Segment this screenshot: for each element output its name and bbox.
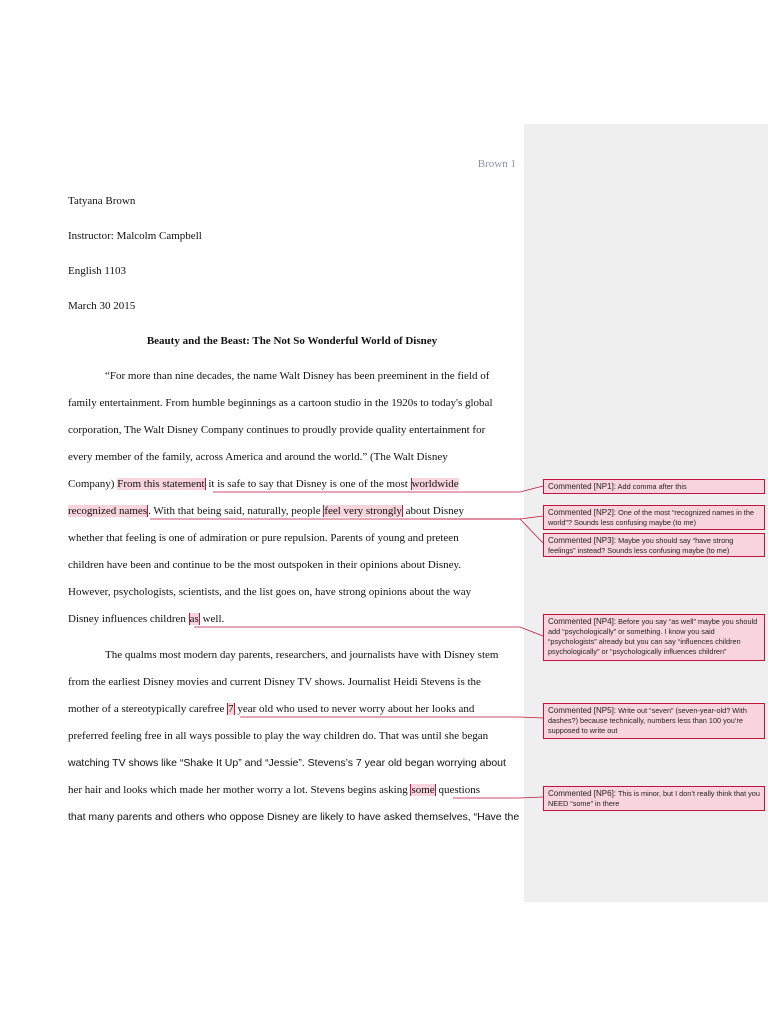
body-text: questions (435, 784, 480, 796)
comment-balloon-np6[interactable] (543, 786, 765, 811)
comment-label: Commented [NP3]: (548, 536, 617, 545)
comment-text: Write out “seven” (seven-year-old? With dashes?) because technically, numbers less than 100 you’re supposed to write out (548, 706, 747, 735)
page-header: Brown 1 (477, 158, 516, 170)
comment-balloon-np1[interactable] (543, 479, 765, 494)
body-line: every member of the family, across America and around the world.” (The Walt Disney (68, 451, 448, 463)
body-line: watching TV shows like “Shake It Up” and “Jessie”. Stevens’s 7 year old began worrying about (68, 757, 506, 769)
comment-highlight-np3[interactable]: feel very strongly (324, 505, 402, 517)
body-text: mother of a stereotypically carefree (68, 703, 228, 715)
connector-np5 (240, 717, 543, 718)
comment-label: Commented [NP5]: (548, 706, 617, 715)
body-line: that many parents and others who oppose Disney are likely to have asked themselves, “Have the (68, 811, 520, 823)
comment-balloon-np5[interactable] (543, 703, 765, 739)
body-line: corporation, The Walt Disney Company continues to proudly provide quality entertainment for (68, 424, 486, 436)
body-line: from the earliest Disney movies and current Disney TV shows. Journalist Heidi Stevens is the (68, 676, 481, 688)
body-text: . With that being said, naturally, people (148, 505, 324, 517)
body-text: well. (199, 613, 225, 625)
body-line: However, psychologists, scientists, and the list goes on, have strong opinions about the way (68, 586, 472, 598)
body-text: her hair and looks which made her mother worry a lot. Stevens begins asking (68, 784, 411, 796)
comment-highlight-np6[interactable]: some (411, 784, 435, 796)
comment-highlight-np2[interactable]: worldwide (411, 478, 459, 490)
body-line (68, 784, 480, 796)
comment-text: Add comma after this (617, 482, 687, 491)
body-line: preferred feeling free in all ways possible to play the way children do. That was until she began (68, 730, 489, 742)
comment-text: One of the most “recognized names in the world”? Sounds less confusing maybe (to me) (548, 508, 754, 527)
body-line (68, 703, 474, 715)
body-line: family entertainment. From humble beginnings as a cartoon studio in the 1920s to today's global (68, 397, 493, 409)
body-line (68, 613, 224, 625)
comment-highlight-np2-cont[interactable]: recognized names (68, 505, 148, 517)
body-line (68, 478, 459, 490)
body-text: Disney influences children (68, 613, 189, 625)
author-name: Tatyana Brown (68, 195, 136, 207)
comment-balloon-np2[interactable] (543, 505, 765, 530)
comment-balloon-np4[interactable] (543, 614, 765, 661)
comment-label: Commented [NP4]: (548, 617, 617, 626)
comment-balloon-np3[interactable] (543, 533, 765, 557)
body-text: about Disney (402, 505, 465, 517)
comment-text: Maybe you should say “have strong feelings” instead? Sounds less confusing maybe (to me) (548, 536, 734, 555)
course-line: English 1103 (68, 265, 126, 277)
body-line: “For more than nine decades, the name Walt Disney has been preeminent in the field of (105, 370, 490, 382)
body-text: it is safe to say that Disney is one of the most (205, 478, 411, 490)
comment-text: Before you say “as well” maybe you should add “psychologically” or something. I know you said “psychologists” already but you can say “influences children psychologically” or “psychologically influences children” (548, 617, 758, 656)
instructor-line: Instructor: Malcolm Campbell (68, 230, 202, 242)
body-line: children have been and continue to be the most outspoken in their opinions about Disney. (68, 559, 462, 571)
body-line: whether that feeling is one of admiration or pure repulsion. Parents of young and preteen (68, 532, 459, 544)
connector-np4 (194, 627, 543, 636)
date-line: March 30 2015 (68, 300, 136, 312)
body-line (68, 505, 464, 517)
body-text: Company) (68, 478, 118, 490)
comment-text: This is minor, but I don’t really think that you NEED “some” in there (548, 789, 760, 808)
comment-label: Commented [NP2]: (548, 508, 617, 517)
comment-label: Commented [NP1]: (548, 482, 617, 491)
body-line: The qualms most modern day parents, researchers, and journalists have with Disney stem (105, 649, 499, 661)
comment-highlight-np1[interactable]: From this statement (117, 478, 205, 490)
comment-highlight-np4[interactable]: as (189, 613, 199, 625)
comment-label: Commented [NP6]: (548, 789, 617, 798)
body-text: year old who used to never worry about her looks and (234, 703, 475, 715)
essay-title: Beauty and the Beast: The Not So Wonderful World of Disney (146, 335, 438, 347)
comment-highlight-np5[interactable]: 7 (228, 703, 234, 715)
